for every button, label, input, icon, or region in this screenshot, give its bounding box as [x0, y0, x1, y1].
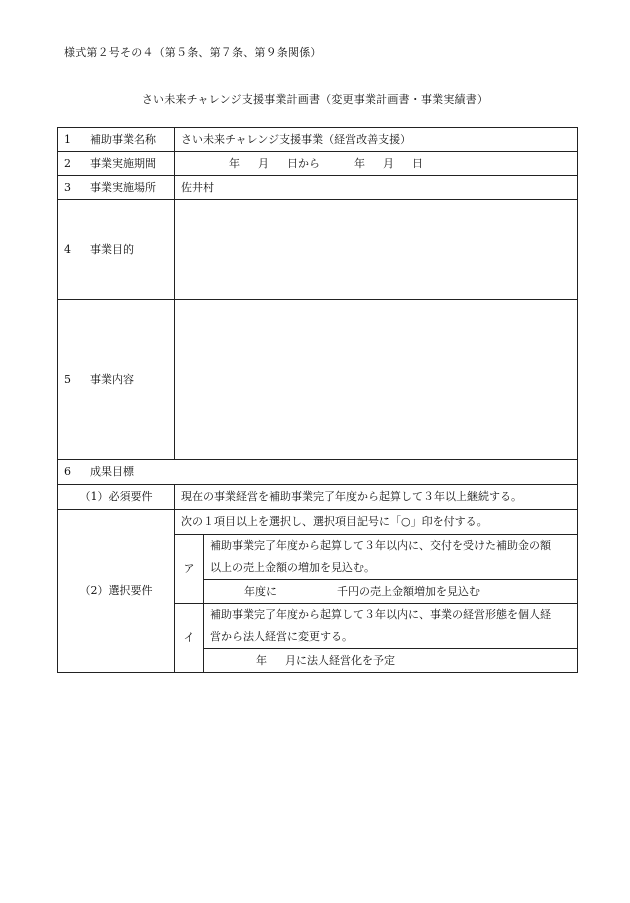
project-content-field[interactable] — [175, 300, 578, 460]
row-project-period — [58, 152, 578, 176]
option-a-mark[interactable]: ア — [175, 535, 204, 604]
project-name-label: 1 補助事業名称 — [58, 128, 175, 152]
option-a-sales-target[interactable]: 年度に 千円の売上金額増加を見込む — [204, 580, 578, 604]
row-project-location — [58, 176, 578, 200]
row-required-conditions — [58, 485, 578, 510]
plan-table — [57, 127, 578, 673]
form-reference: 様式第２号その４（第５条、第７条、第９条関係） — [64, 46, 322, 59]
project-purpose-label: 4 事業目的 — [58, 200, 175, 300]
document-title: さい未来チャレンジ支援事業計画書（変更事業計画書・事業実績書） — [141, 93, 489, 106]
optional-instruction-text: 次の１項目以上を選択し、選択項目記号に「○」印を付する。 — [175, 510, 578, 535]
project-period-label: 2 事業実施期間 — [58, 152, 175, 176]
row-outcome-targets — [58, 460, 578, 485]
option-b-corporation-target[interactable]: 年 月に法人経営化を予定 — [204, 649, 578, 673]
optional-conditions-label: （2）選択要件 — [58, 510, 175, 673]
project-name-value: さい未来チャレンジ支援事業（経営改善支援） — [175, 128, 578, 152]
project-content-label: 5 事業内容 — [58, 300, 175, 460]
row-optional-instruction — [58, 510, 578, 535]
row-project-name — [58, 128, 578, 152]
option-b-text: 補助事業完了年度から起算して３年以内に、事業の経営形態を個人経 営から法人経営に変更する。 — [204, 604, 578, 649]
project-location-label: 3 事業実施場所 — [58, 176, 175, 200]
required-conditions-text: 現在の事業経営を補助事業完了年度から起算して３年以上継続する。 — [175, 485, 578, 510]
option-a-text: 補助事業完了年度から起算して３年以内に、交付を受けた補助金の額 以上の売上金額の増加を見込む。 — [204, 535, 578, 580]
project-period-value[interactable]: 年 月 日から 年 月 日 — [175, 152, 578, 176]
required-conditions-label: （1）必須要件 — [58, 485, 175, 510]
row-project-content — [58, 300, 578, 460]
row-project-purpose — [58, 200, 578, 300]
option-b-mark[interactable]: イ — [175, 604, 204, 673]
outcome-targets-label: 6 成果目標 — [58, 460, 578, 485]
project-location-value: 佐井村 — [175, 176, 578, 200]
project-purpose-field[interactable] — [175, 200, 578, 300]
